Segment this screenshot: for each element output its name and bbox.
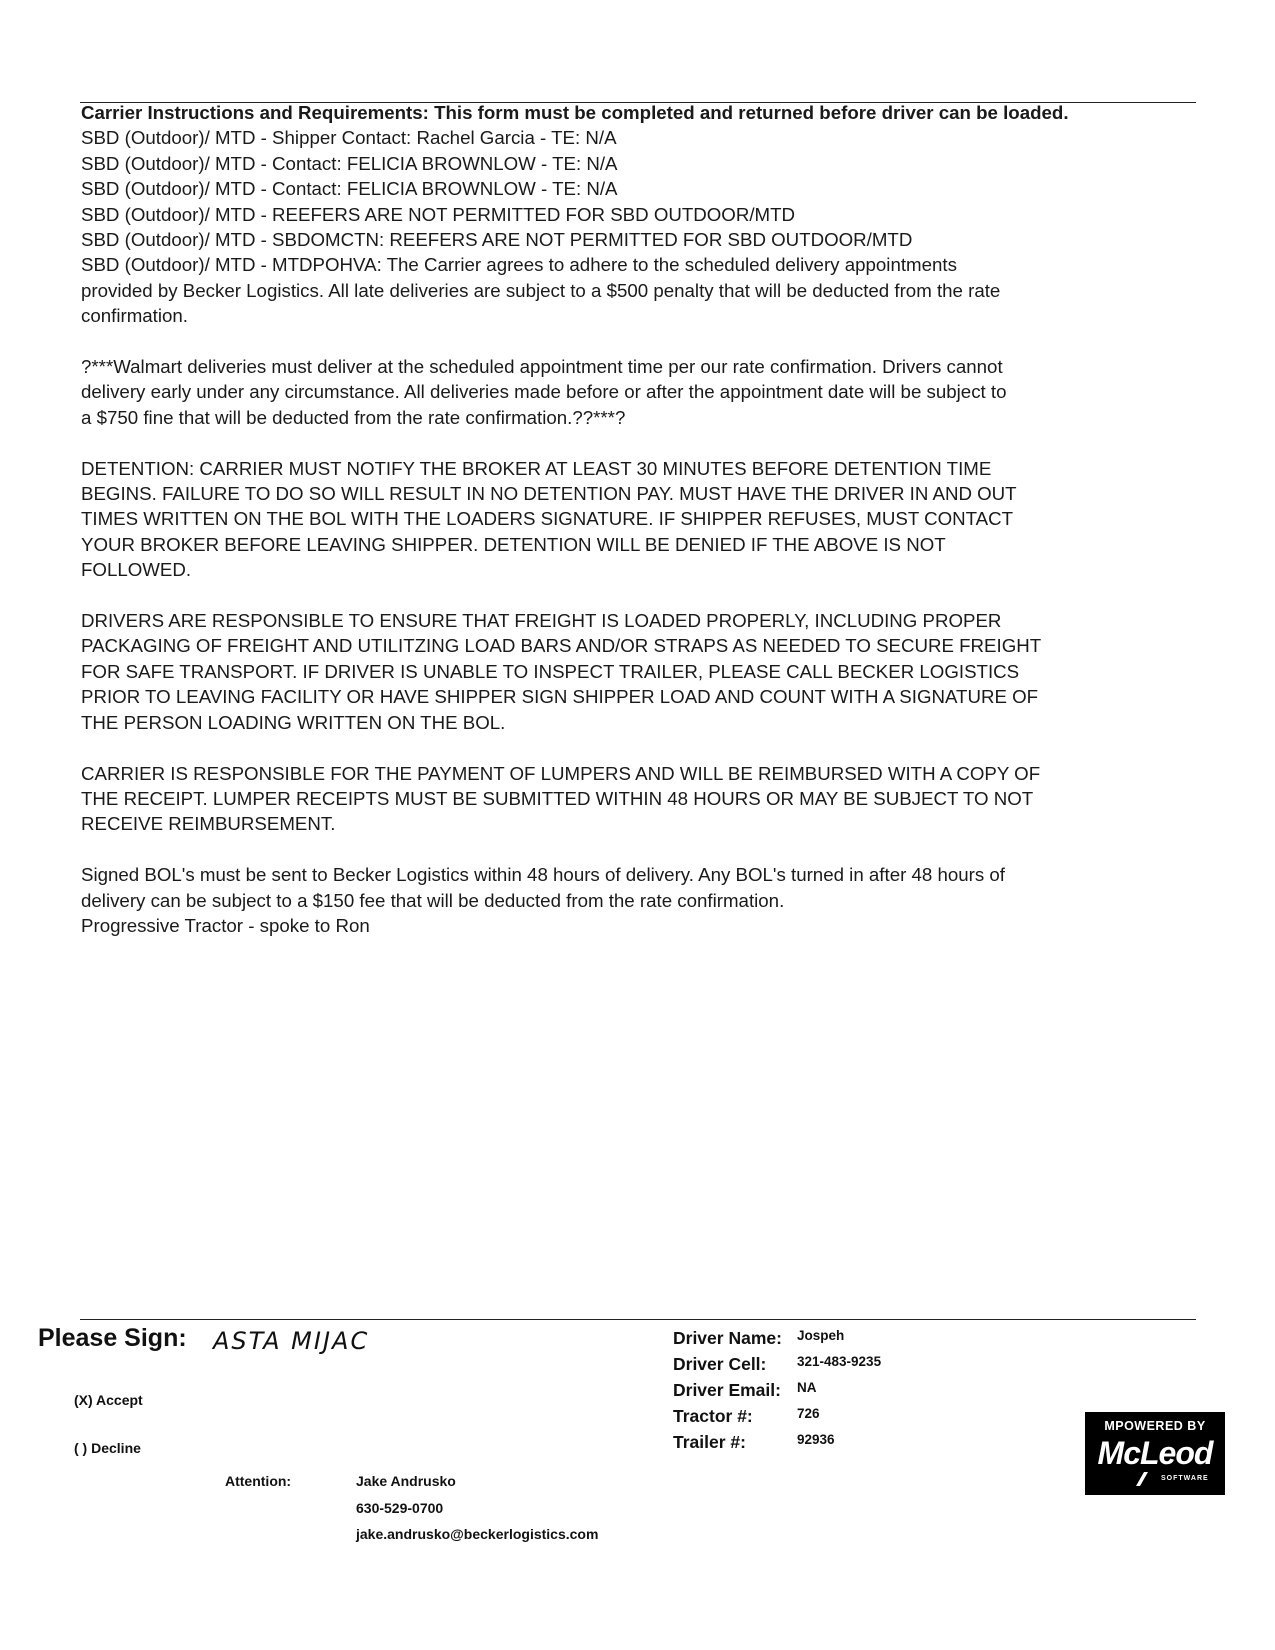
software-text: SOFTWARE: [1161, 1475, 1209, 1482]
instruction-line: SBD (Outdoor)/ MTD - Shipper Contact: Rachel Garcia - TE: N/A: [81, 127, 617, 149]
instruction-line: THE PERSON LOADING WRITTEN ON THE BOL.: [81, 711, 506, 733]
contact-email: jake.andrusko@beckerlogistics.com: [356, 1526, 599, 1542]
instruction-paragraph: [81, 608, 1206, 735]
contact-phone: 630-529-0700: [356, 1500, 444, 1516]
driver-name-label: Driver Name:: [673, 1328, 782, 1348]
instruction-line: Signed BOL's must be sent to Becker Logistics within 48 hours of delivery. Any BOL's turned in after 48 hours of: [81, 864, 1005, 886]
trailer-value[interactable]: 92936: [797, 1432, 835, 1447]
instruction-line: SBD (Outdoor)/ MTD - Contact: FELICIA BROWNLOW - TE: N/A: [81, 152, 618, 174]
instruction-line: CARRIER IS RESPONSIBLE FOR THE PAYMENT OF LUMPERS AND WILL BE REIMBURSED WITH A COPY OF: [81, 762, 1041, 784]
instruction-line: TIMES WRITTEN ON THE BOL WITH THE LOADERS SIGNATURE. IF SHIPPER REFUSES, MUST CONTACT: [81, 508, 1014, 530]
instruction-line: provided by Becker Logistics. All late deliveries are subject to a $500 penalty that will be deducted from the rate: [81, 279, 1001, 301]
instruction-line: BEGINS. FAILURE TO DO SO WILL RESULT IN NO DETENTION PAY. MUST HAVE THE DRIVER IN AND OUT: [81, 483, 1017, 505]
instruction-line: YOUR BROKER BEFORE LEAVING SHIPPER. DETENTION WILL BE DENIED IF THE ABOVE IS NOT: [81, 533, 946, 555]
instruction-paragraph: [81, 862, 1206, 938]
instruction-line: delivery early under any circumstance. All deliveries made before or after the appointment date will be subject to: [81, 381, 1007, 403]
tractor-label: Tractor #:: [673, 1406, 753, 1426]
driver-email-value[interactable]: NA: [797, 1380, 817, 1395]
instruction-paragraph: [81, 761, 1206, 837]
instruction-line: delivery can be subject to a $150 fee that will be deducted from the rate confirmation.: [81, 889, 785, 911]
instructions-body: [81, 125, 1206, 938]
driver-email-label: Driver Email:: [673, 1380, 781, 1400]
instruction-paragraph: [81, 456, 1206, 583]
contact-name: Jake Andrusko: [356, 1473, 456, 1489]
driver-cell-label: Driver Cell:: [673, 1354, 767, 1374]
driver-cell-value[interactable]: 321-483-9235: [797, 1354, 882, 1369]
signature-field[interactable]: ASTA MIJAC: [213, 1327, 370, 1355]
instruction-line: PRIOR TO LEAVING FACILITY OR HAVE SHIPPER SIGN SHIPPER LOAD AND COUNT WITH A SIGNATURE OF: [81, 686, 1039, 708]
instructions-heading: Carrier Instructions and Requirements: This form must be completed and returned before driver can be loaded.: [81, 102, 1069, 123]
slash-icon: [1135, 1472, 1149, 1486]
instruction-line: Progressive Tractor - spoke to Ron: [81, 914, 370, 936]
attention-label: Attention:: [225, 1473, 292, 1489]
mcleod-logo: [1085, 1412, 1225, 1495]
trailer-label: Trailer #:: [673, 1432, 746, 1452]
instruction-line: SBD (Outdoor)/ MTD - REEFERS ARE NOT PERMITTED FOR SBD OUTDOOR/MTD: [81, 203, 795, 225]
please-sign-label: Please Sign:: [38, 1324, 187, 1352]
instruction-paragraph: [81, 125, 1206, 328]
instruction-paragraph: [81, 354, 1206, 430]
signature-divider: [80, 1319, 1196, 1320]
instruction-line: confirmation.: [81, 305, 188, 327]
instruction-line: FOR SAFE TRANSPORT. IF DRIVER IS UNABLE TO INSPECT TRAILER, PLEASE CALL BECKER LOGISTICS: [81, 660, 1020, 682]
instruction-line: SBD (Outdoor)/ MTD - SBDOMCTN: REEFERS ARE NOT PERMITTED FOR SBD OUTDOOR/MTD: [81, 229, 913, 251]
decline-option[interactable]: ( ) Decline: [74, 1440, 141, 1456]
instruction-line: DRIVERS ARE RESPONSIBLE TO ENSURE THAT FREIGHT IS LOADED PROPERLY, INCLUDING PROPER: [81, 610, 1002, 632]
driver-name-value[interactable]: Jospeh: [797, 1328, 845, 1343]
instruction-line: PACKAGING OF FREIGHT AND UTILITZING LOAD BARS AND/OR STRAPS AS NEEDED TO SECURE FREIGHT: [81, 635, 1042, 657]
instruction-line: SBD (Outdoor)/ MTD - MTDPOHVA: The Carrier agrees to adhere to the scheduled delivery appointments: [81, 254, 957, 276]
tractor-value[interactable]: 726: [797, 1406, 820, 1421]
instruction-line: RECEIVE REIMBURSEMENT.: [81, 813, 336, 835]
instruction-line: FOLLOWED.: [81, 559, 192, 581]
instruction-line: DETENTION: CARRIER MUST NOTIFY THE BROKER AT LEAST 30 MINUTES BEFORE DETENTION TIME: [81, 457, 992, 479]
accept-option[interactable]: (X) Accept: [74, 1392, 143, 1408]
carrier-instructions: [81, 100, 1206, 938]
instruction-line: ?***Walmart deliveries must deliver at the scheduled appointment time per our rate confirmation. Drivers cannot: [81, 356, 1003, 378]
instruction-line: SBD (Outdoor)/ MTD - Contact: FELICIA BROWNLOW - TE: N/A: [81, 178, 618, 200]
mcleod-wordmark: McLeod: [1097, 1435, 1213, 1471]
powered-by-text: MPOWERED BY: [1104, 1419, 1206, 1433]
instruction-line: a $750 fine that will be deducted from the rate confirmation.??***?: [81, 406, 626, 428]
instruction-line: THE RECEIPT. LUMPER RECEIPTS MUST BE SUBMITTED WITHIN 48 HOURS OR MAY BE SUBJECT TO NOT: [81, 787, 1034, 809]
